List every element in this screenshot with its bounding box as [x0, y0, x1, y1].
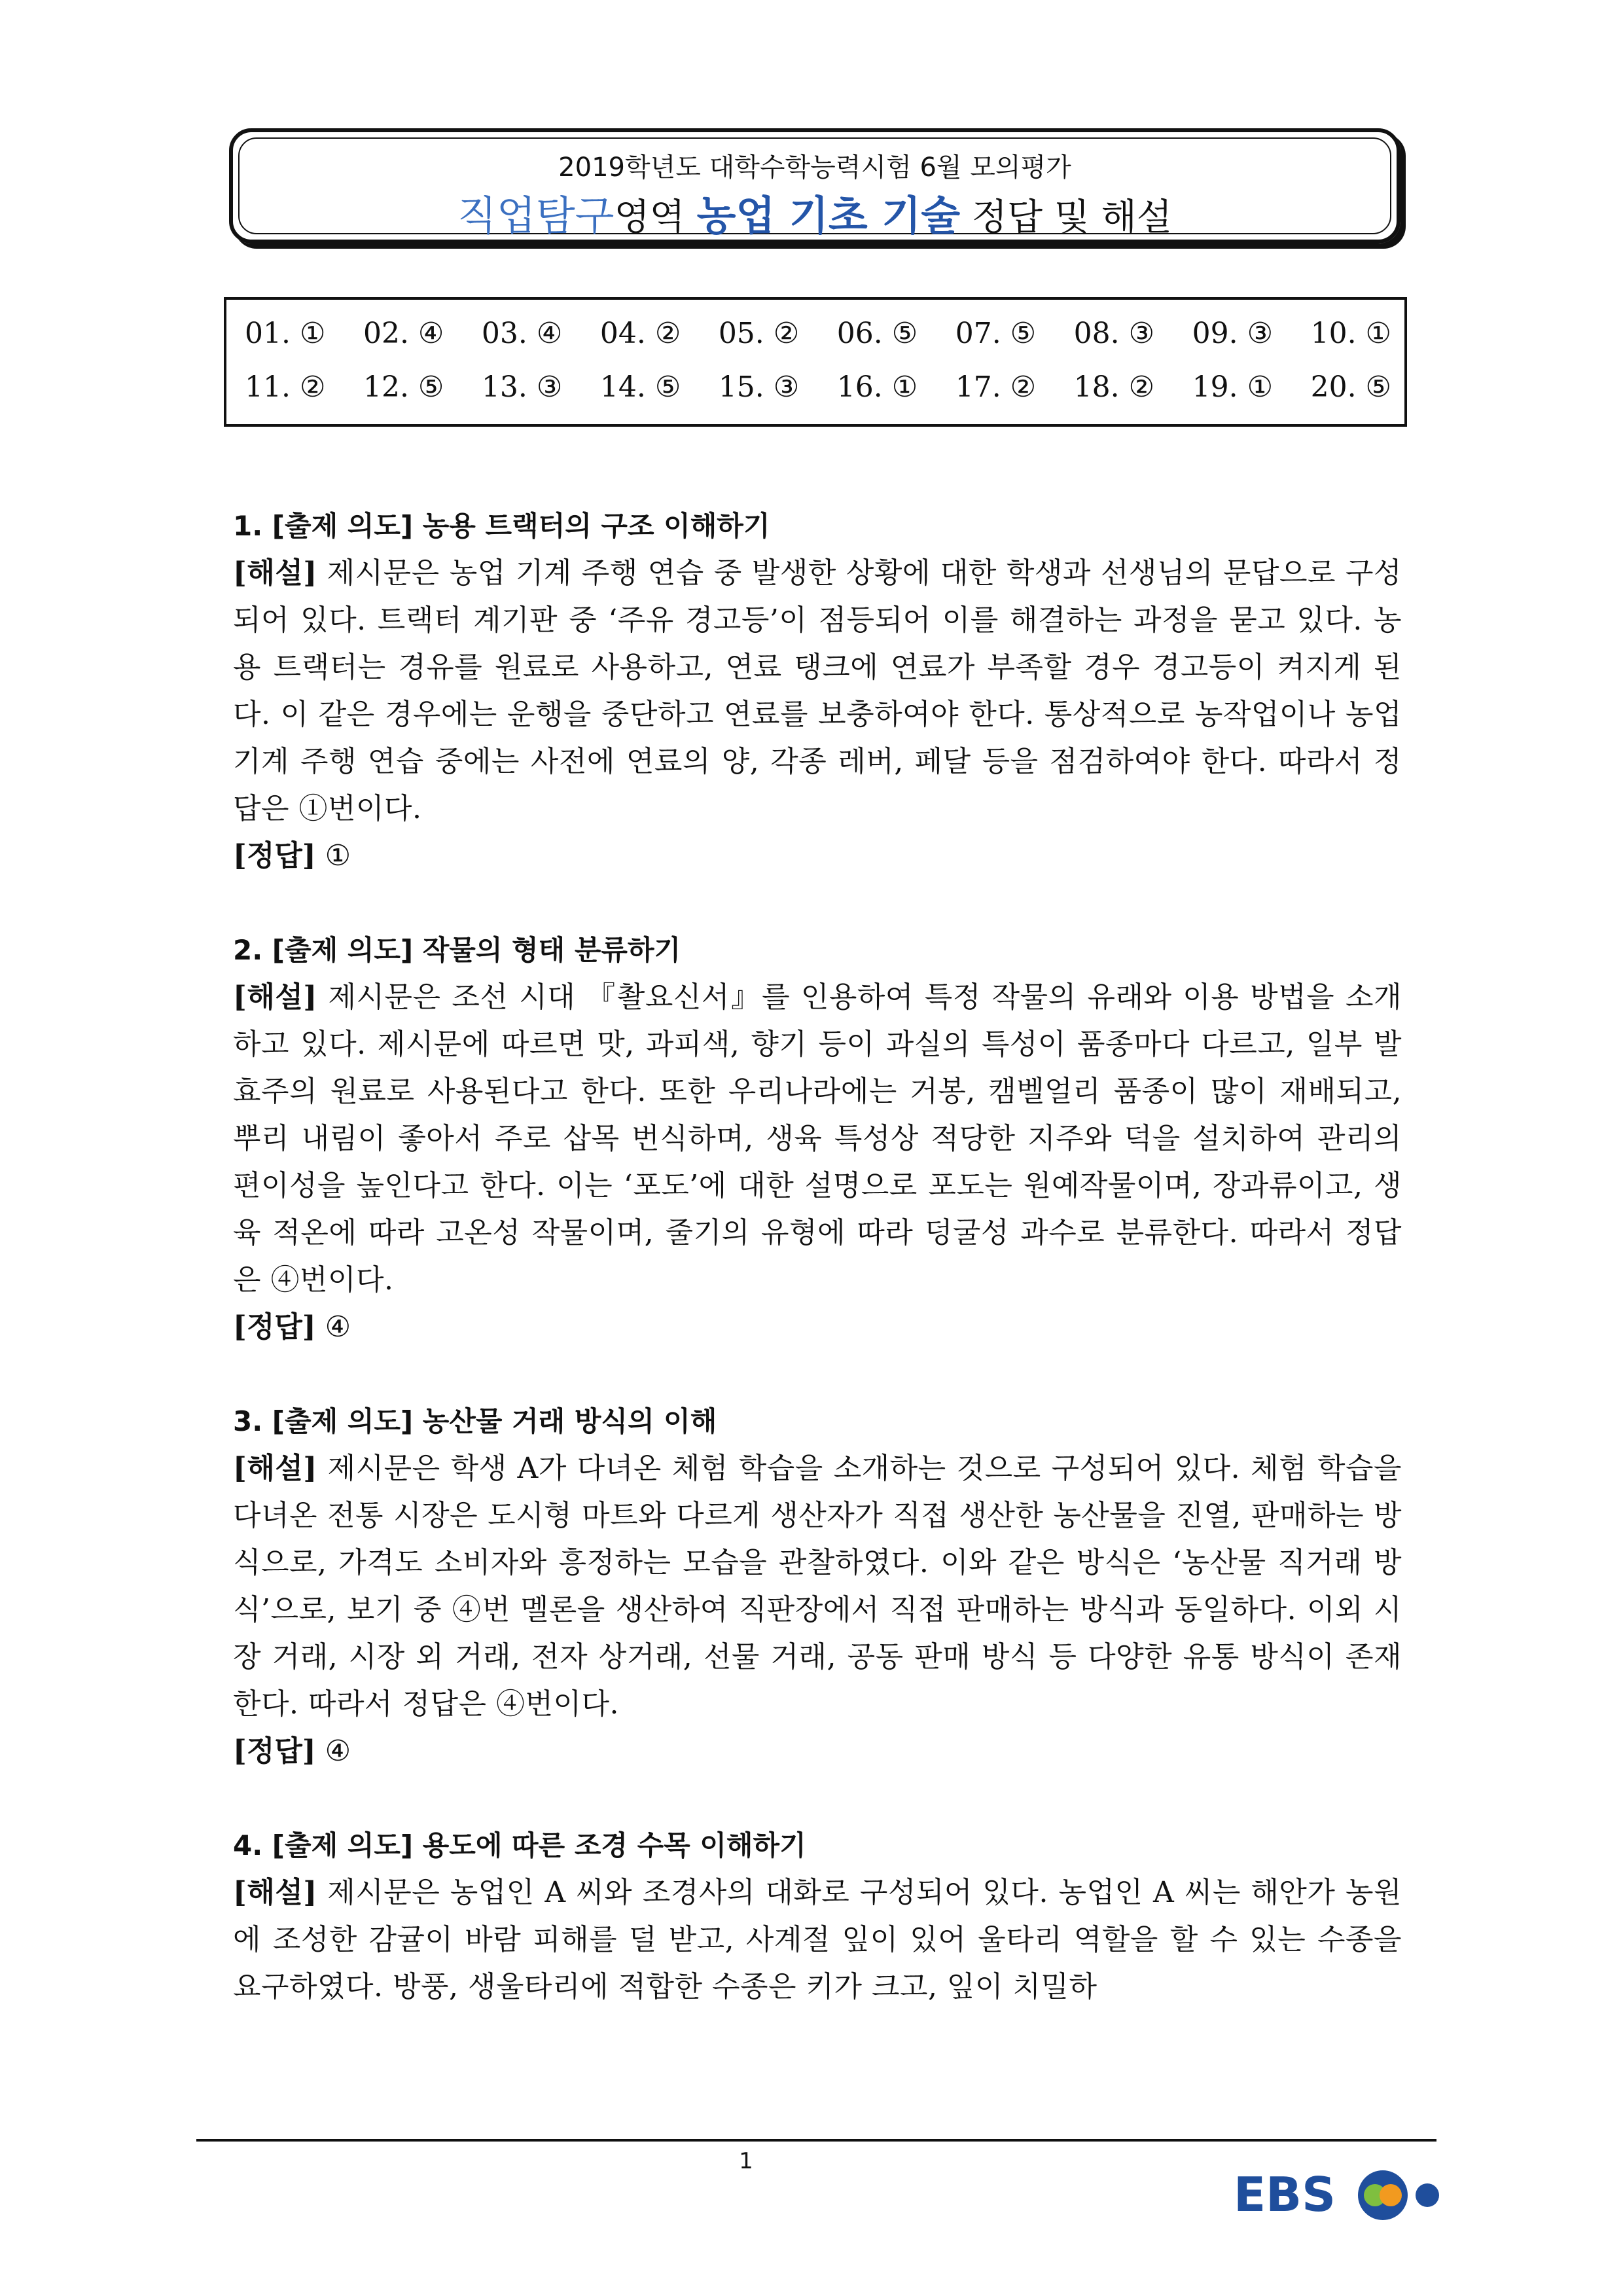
question-2-section — [233, 927, 1402, 1351]
answer-line — [233, 1728, 1402, 1775]
answer-value: ④ — [325, 1734, 351, 1768]
answer-label: [정답] — [233, 1734, 316, 1768]
explanation-paragraph — [233, 974, 1402, 1304]
answer-item: 06. ⑤ — [836, 317, 918, 350]
logo-blue-dot-icon — [1416, 2183, 1439, 2207]
question-title: 3. [출제 의도] 농산물 거래 방식의 이해 — [233, 1405, 717, 1437]
answer-item: 11. ② — [245, 370, 326, 404]
answer-line — [233, 1304, 1402, 1351]
answer-item: 08. ③ — [1073, 317, 1155, 350]
answer-value: ④ — [325, 1310, 351, 1344]
title-doc-type: 정답 및 해설 — [971, 196, 1173, 239]
logo-orange-dot-icon — [1380, 2184, 1402, 2206]
answer-item: 12. ⑤ — [363, 370, 444, 404]
answer-item: 05. ② — [718, 317, 800, 350]
answer-item: 17. ② — [955, 370, 1037, 404]
answer-item: 10. ① — [1310, 317, 1391, 350]
answer-item: 13. ③ — [481, 370, 563, 404]
explanation-paragraph — [233, 1445, 1402, 1728]
explanation-content — [233, 503, 1402, 2058]
question-title: 2. [출제 의도] 작물의 형태 분류하기 — [233, 934, 681, 966]
answer-item: 20. ⑤ — [1310, 370, 1391, 404]
ebs-logo-text: EBS — [1234, 2167, 1336, 2222]
explanation-label: [해설] — [233, 980, 317, 1014]
answer-line — [233, 833, 1402, 880]
answer-key-box — [224, 297, 1407, 427]
answer-item: 04. ② — [599, 317, 681, 350]
answer-item: 01. ① — [245, 317, 326, 350]
question-3-section — [233, 1398, 1402, 1775]
explanation-body: 제시문은 농업 기계 주행 연습 중 발생한 상황에 대한 학생과 선생님의 문답으로 구성되어 있다. 트랙터 계기판 중 ‘주유 경고등’이 점등되어 이를 해결하는 과정을 묻고 있다. 농용 트랙터는 경유를 원료로 사용하고, 연료 탱크에 연료가 부족할 경우 경고등이 켜지게 된다. 이 같은 경우에는 운행을 중단하고 연료를 보충하여야 한다. 통상적으로 농작업이나 농업 기계 주행 연습 중에는 사전에 연료의 양, 각종 레버, 페달 등을 점검하여야 한다. 따라서 정답은 ①번이다. — [233, 556, 1402, 825]
answer-row-1 — [245, 317, 1391, 363]
explanation-body: 제시문은 농업인 A 씨와 조경사의 대화로 구성되어 있다. 농업인 A 씨는 해안가 농원에 조성한 감귤이 바람 피해를 덜 받고, 사계절 잎이 있어 울타리 역할을 할 수 있는 수종을 요구하였다. 방풍, 생울타리에 적합한 수종은 키가 크고, 잎이 치밀하 — [233, 1876, 1402, 2003]
answer-item: 09. ③ — [1192, 317, 1274, 350]
question-title: 4. [출제 의도] 용도에 따른 조경 수목 이해하기 — [233, 1829, 806, 1861]
explanation-body: 제시문은 조선 시대 『촬요신서』를 인용하여 특정 작물의 유래와 이용 방법을 소개하고 있다. 제시문에 따르면 맛, 과피색, 향기 등이 과실의 특성이 품종마다 다르고, 일부 발효주의 원료로 사용된다고 한다. 또한 우리나라에는 거봉, 캠벨얼리 품종이 많이 재배되고, 뿌리 내림이 좋아서 주로 삽목 번식하며, 생육 특성상 적당한 지주와 덕을 설치하여 관리의 편이성을 높인다고 한다. 이는 ‘포도’에 대한 설명으로 포도는 원예작물이며, 장과류이고, 생육 적온에 따라 고온성 작물이며, 줄기의 유형에 따라 덩굴성 과수로 분류한다. 따라서 정답은 ④번이다. — [233, 980, 1402, 1297]
explanation-body: 제시문은 학생 A가 다녀온 체험 학습을 소개하는 것으로 구성되어 있다. 체험 학습을 다녀온 전통 시장은 도시형 마트와 다르게 생산자가 직접 생산한 농산물을 진열, 판매하는 방식으로, 가격도 소비자와 흥정하는 모습을 관찰하였다. 이와 같은 방식은 ‘농산물 직거래 방식’으로, 보기 중 ④번 멜론을 생산하여 직판장에서 직접 판매하는 방식과 동일하다. 이외 시장 거래, 시장 외 거래, 전자 상거래, 선물 거래, 공동 판매 방식 등 다양한 유통 방식이 존재한다. 따라서 정답은 ④번이다. — [233, 1452, 1402, 1721]
exam-name: 2019학년도 대학수학능력시험 6월 모의평가 — [558, 152, 1071, 183]
answer-value: ① — [325, 839, 351, 872]
explanation-label: [해설] — [233, 1452, 317, 1485]
question-title: 1. [출제 의도] 농용 트랙터의 구조 이해하기 — [233, 510, 770, 542]
answer-row-2 — [245, 370, 1391, 416]
answer-item: 16. ① — [836, 370, 918, 404]
answer-item: 14. ⑤ — [599, 370, 681, 404]
answer-item: 18. ② — [1073, 370, 1155, 404]
document-title — [233, 183, 1397, 242]
title-box — [229, 128, 1400, 243]
footer-divider — [196, 2139, 1436, 2142]
title-area-suffix: 영역 — [614, 196, 685, 239]
answer-label: [정답] — [233, 839, 316, 872]
answer-label: [정답] — [233, 1310, 316, 1344]
answer-item: 03. ④ — [481, 317, 563, 350]
answer-item: 15. ③ — [718, 370, 800, 404]
explanation-paragraph — [233, 550, 1402, 833]
explanation-paragraph — [233, 1869, 1402, 2011]
answer-item: 07. ⑤ — [955, 317, 1037, 350]
explanation-label: [해설] — [233, 556, 317, 590]
answer-item: 02. ④ — [363, 317, 444, 350]
title-subject: 농업 기초 기술 — [696, 192, 961, 240]
answer-item: 19. ① — [1192, 370, 1274, 404]
question-1-section — [233, 503, 1402, 880]
ebs-logo — [1234, 2153, 1456, 2232]
question-4-section — [233, 1822, 1402, 2011]
title-subject-area: 직업탐구 — [457, 192, 615, 240]
page-number: 1 — [739, 2148, 753, 2174]
explanation-label: [해설] — [233, 1876, 317, 1909]
